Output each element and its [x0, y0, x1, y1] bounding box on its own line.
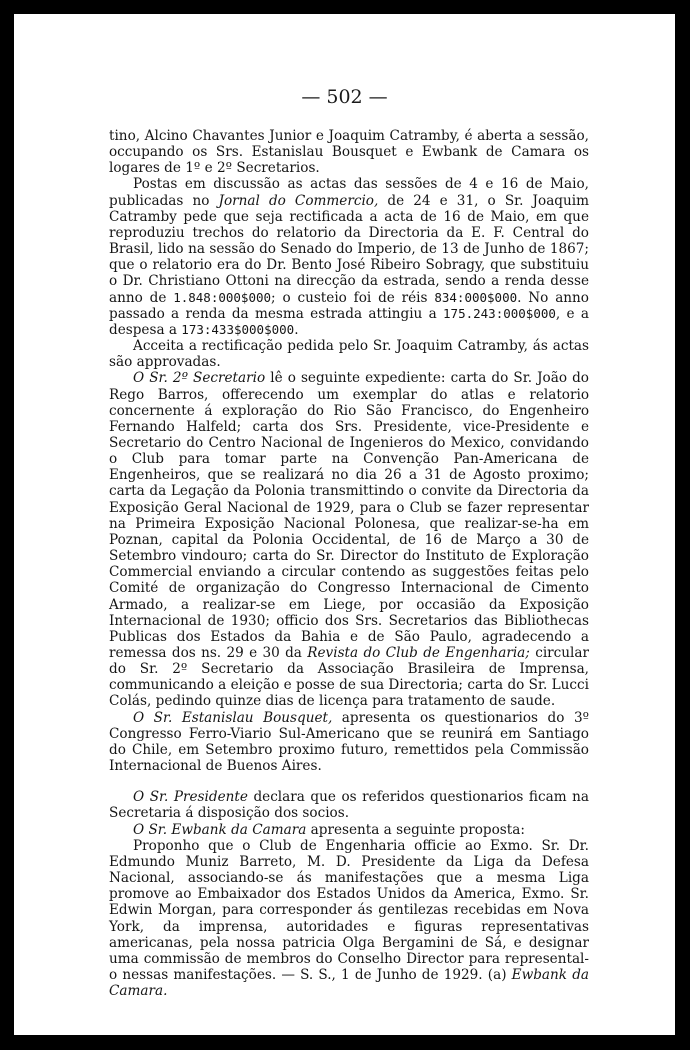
paragraph-text: circular do Sr. 2º Secretario da Associação Brasileira de Imprensa, communicando a eleição e posse de sua Directoria; carta do Sr. Lucci Colás, pedindo quinze dias de licença para tratamento de saude. [109, 645, 589, 710]
paragraph-text: de 24 e 31, o Sr. Joaquim Catramby pede que seja rectificada a acta de 16 de Maio, em que reproduziu trechos do relatorio da Directoria da E. F. Central do Brasil, lido na sessão do Senado do Imperio, de 13 de Junho de 1867; que o relatorio era do Dr. Bento José Ribeiro Sobragy, que substituiu o Dr. Christiano Ottoni na direcção da estrada, sendo a renda desse anno de [109, 192, 589, 306]
figure-text: 173:433$000$000 [181, 321, 295, 337]
paragraph [109, 822, 589, 838]
paragraph [109, 176, 589, 338]
italic-text: O Sr. Estanislau Bousquet, [133, 709, 333, 726]
paragraph-text: tino, Alcino Chavantes Junior e Joaquim Catramby, é aberta a sessão, occupando os Srs. Estanislau Bousquet e Ewbank de Camara os logares de 1º e 2º Secretarios. [109, 128, 589, 177]
paragraph-text: declara que os referidos questionarios ficam na Secretaria á disposição dos socios. [109, 789, 589, 822]
figure-text: 175.243:000$000 [443, 305, 556, 321]
paragraph [109, 128, 589, 176]
italic-text: O Sr. Presidente [133, 789, 248, 806]
figure-text: 1.848:000$000 [173, 289, 272, 305]
page-number: — 502 — [301, 86, 388, 108]
document-page [14, 14, 675, 1035]
paragraph-text: ; o custeio foi de réis [271, 289, 435, 306]
paragraph [109, 338, 589, 370]
italic-text: Revista do Club de Engenharia; [307, 645, 530, 661]
body-text [109, 128, 589, 999]
paragraph-text: apresenta os questionarios do 3º Congresso Ferro-Viario Sul-Americano que se reunirá em Santiago do Chile, em Setembro proximo futuro, remettidos pela Commissão Internacional de Buenos Aires. [109, 709, 589, 775]
paragraph [109, 789, 589, 821]
italic-text: O Sr. 2º Secretario [133, 370, 266, 387]
italic-text: Ewbank da Camara. [109, 966, 589, 1000]
figure-text: 834:000$000 [434, 289, 518, 305]
paragraph-text: . [294, 321, 299, 338]
paragraph [109, 710, 589, 775]
paragraph-text: lê o seguinte expediente: carta do Sr. João do Rego Barros, offerecendo um exemplar do atlas e relatorio concernente á exploração do Rio São Francisco, do Engenheiro Fernando Halfeld; carta dos Srs. Presidente, vice-Presidente e Secretario do Centro Nacional de Ingenieros do Mexico, convidando o Club para tomar parte na Convenção Pan-Americana de Engenheiros, que se realizará no dia 26 a 31 de Agosto proximo; carta da Legação da Polonia transmittindo o convite da Directoria da Exposição Geral Nacional de 1929, para o Club se fazer representar na Primeira Exposição Nacional Polonesa, que realizar-se-ha em Poznan, capital da Polonia Occidental, de 16 de Março a 30 de Setembro vindouro; carta do Sr. Director do Instituto de Exploração Commercial enviando a circular contendo as suggestões feitas pelo Comité de organização do Congresso Internacional de Cimento Armado, a realizar-se em Liege, por occasião da Exposição Internacional de 1930; officio dos Srs. Secretarios das Bibliothecas Publicas dos Estados da Bahia e de São Paulo, agradecendo a remessa dos ns. 29 e 30 da [109, 370, 589, 661]
paragraph-text: . No anno passado a renda da mesma estrada attingiu a [109, 289, 589, 322]
paragraph-text: Proponho que o Club de Engenharia officie ao Exmo. Sr. Dr. Edmundo Muniz Barreto, M. D. Presidente da Liga da Defesa Nacional, associando-se ás manifestações que a mesma Liga promove ao Embaixador dos Estados Unidos da America, Exmo. Sr. Edwin Morgan, para corresponder ás gentilezas recebidas em Nova York, da imprensa, autoridades e figuras representativas americanas, pela nossa patricia Olga Bergamini de Sá, e designar uma commissão de membros do Conselho Director para represental-o nessas manifestações. — S. S., 1 de Junho de 1929. (a) [109, 837, 589, 983]
paragraph-text: Postas em discussão as actas das sessões de 4 e 16 de Maio, publicadas no [109, 176, 589, 209]
paragraph-text: , e a despesa a [109, 305, 589, 338]
paragraph [109, 838, 589, 1000]
italic-text: O Sr. Ewbank da Camara [133, 821, 307, 838]
paragraph [109, 370, 589, 709]
paragraph-text: apresenta a seguinte proposta: [306, 821, 525, 838]
italic-text: Jornal do Commercio, [218, 192, 379, 209]
paragraph-text: Acceita a rectificação pedida pelo Sr. Joaquim Catramby, ás actas são approvadas. [109, 338, 589, 371]
